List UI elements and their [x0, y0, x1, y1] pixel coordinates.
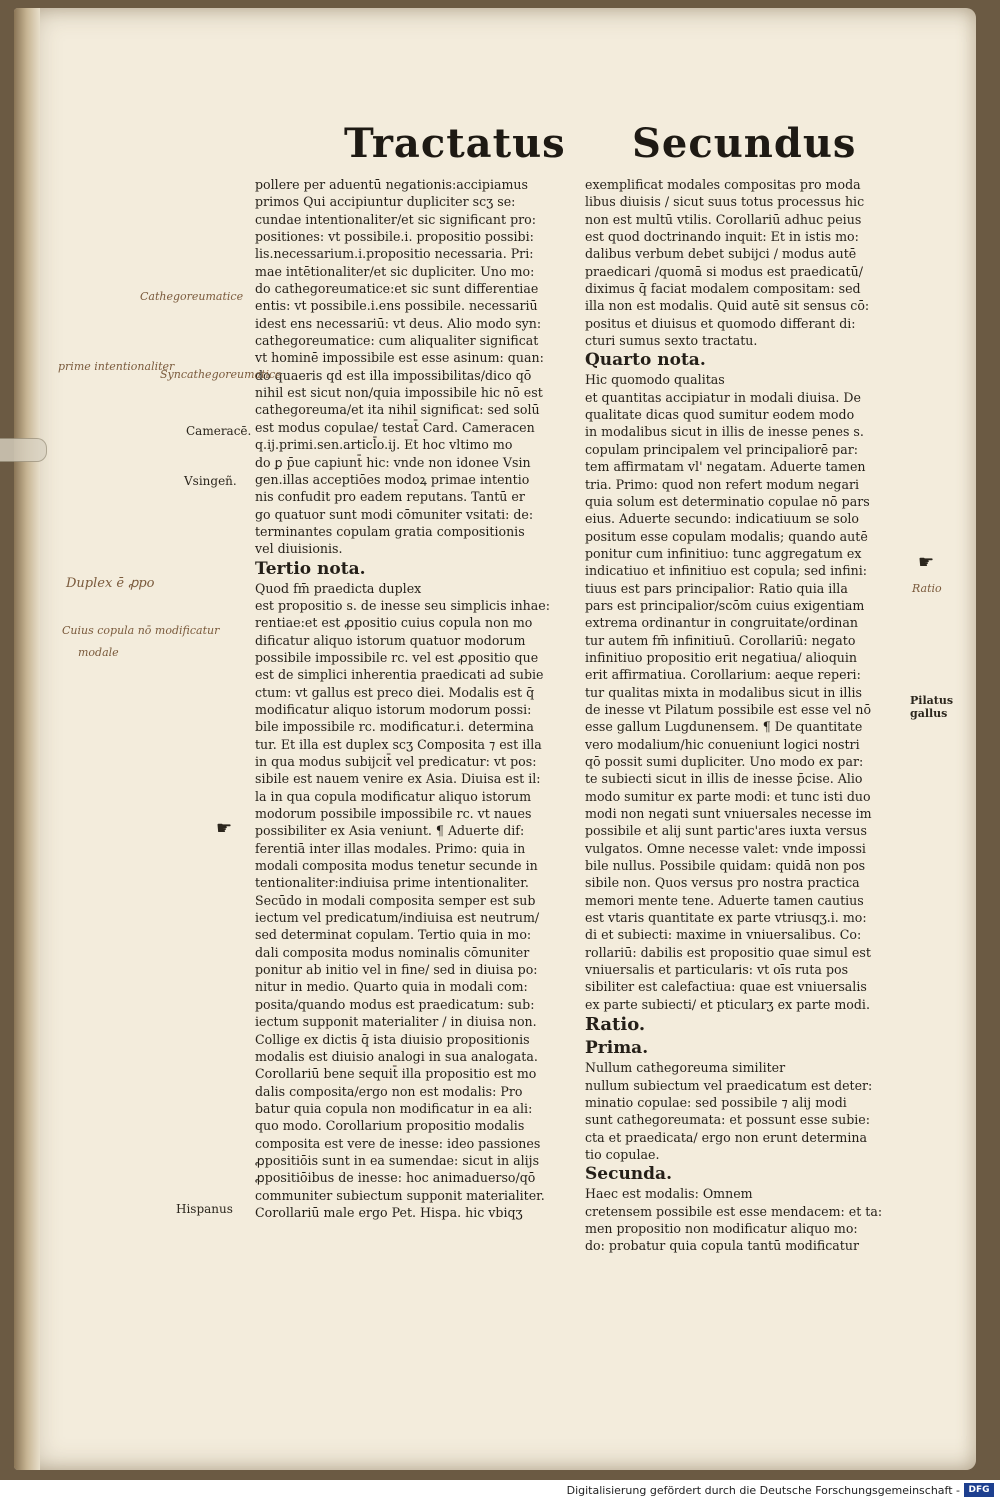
text-line: di et subiecti: maxime in vniuersalibus. Co: [585, 927, 862, 943]
text-line: Haec est modalis: Omnem [585, 1186, 753, 1202]
text-line: bile nullus. Possibile quidam: quidā non pos [585, 858, 866, 874]
text-line: modorum possibile impossibile rc. vt naues [255, 806, 532, 822]
text-line: qualitate dicas quod sumitur eodem modo [585, 407, 855, 423]
text-line: gen.illas acceptiōes modoꝝ primae intentio [255, 471, 530, 487]
text-line: extrema ordinantur in congruitate/ordinan [585, 615, 859, 631]
text-line: tentionaliter:indiuisa prime intentionaliter. [255, 875, 529, 891]
text-line: diximus q̄ faciat modalem compositam: sed [585, 281, 861, 297]
text-line: q.ij.primi.sen.articl̄o.ij. Et hoc vltimo mo [255, 437, 513, 453]
text-line: possibile et alij sunt partic'ares iuxta versus [585, 823, 867, 839]
margin-note-pilatus: Pilatus gallus [910, 694, 954, 720]
text-line: do ꝑ p̄ue capiunt̄ hic: vnde non idonee Vsin [255, 454, 531, 470]
text-line: in modalibus sicut in illis de inesse penes s. [585, 424, 864, 440]
text-line: ponitur ab initio vel in fine/ sed in diuisa po: [255, 962, 538, 978]
text-line: iectum supponit materialiter / in diuisa non. [255, 1014, 537, 1030]
text-line: tria. Primo: quod non refert modum negari [585, 476, 860, 492]
text-line: dali composita modus nominalis cōmuniter [255, 944, 530, 960]
heading-tertio-text: Tertio nota. [255, 558, 366, 579]
text-line: ferentiā inter illas modales. Primo: quia in [255, 840, 526, 856]
text-line: vniuersalis et particularis: vt oīs ruta pos [585, 962, 849, 978]
pointing-hand-icon: ☛ [216, 818, 233, 839]
text-line: modi non negati sunt vniuersales necesse im [585, 806, 872, 822]
text-line: est de simplici inherentia praedicati ad subie [255, 667, 544, 683]
heading-ratio: Ratio. [585, 1014, 646, 1036]
text-line: est propositio s. de inesse seu simplicis inhae: [255, 597, 550, 613]
margin-note-cameracen: Cameracē. [186, 424, 252, 438]
text-line: dalibus verbum debet subijci / modus autē [585, 246, 857, 262]
text-line: vulgatos. Omne necesse valet: vnde impossi [585, 840, 866, 856]
text-line: in qua modus subijcit̄ vel predicatur: vt pos: [255, 754, 537, 769]
text-line: go quatuor sunt modi cōmuniter vsitati: de: [255, 506, 534, 522]
text-line: modo sumitur ex parte modi: et tunc isti duo [585, 788, 871, 804]
text-line: lis.necessarium.i.propositio necessaria. Pri: [255, 246, 534, 262]
heading-tertio-nota [255, 558, 565, 580]
text-line: dalis composita/ergo non est modalis: Pro [255, 1083, 523, 1099]
text-line: tur autem fm̄ infinitiuū. Corollariū: negato [585, 632, 856, 648]
text-line: Secūdo in modali composita semper est sub [255, 892, 536, 908]
pointing-hand-icon-right: ☛ [918, 552, 935, 573]
text-line: nitur in medio. Quarto quia in modali com: [255, 979, 528, 995]
text-line: do cathegoreumatice:et sic sunt differentiae [255, 281, 539, 297]
text-line: cta et praedicata/ ergo non erunt determina [585, 1129, 867, 1145]
text-line: do quaeris qd est illa impossibilitas/dico qō [255, 367, 532, 383]
heading-prima: Prima. [585, 1038, 649, 1059]
text-line: dificatur aliquo istorum quatuor modorum [255, 632, 526, 648]
text-line: cturi sumus sexto tractatu. [585, 333, 758, 349]
text-line: libus diuisis / sicut suus totus processus hic [585, 194, 865, 210]
handwritten-note-1: Cathegoreumatice [140, 290, 244, 303]
text-line: de inesse vt Pilatum possibile est esse vel nō [585, 701, 872, 717]
text-line: rentiae:et est ꝓpositio cuius copula non mo [255, 615, 533, 631]
text-line: sed determinat copulam. Tertio quia in mo: [255, 927, 532, 943]
text-line: entis: vt possibile.i.ens possibile. necessariū [255, 298, 538, 314]
right-para-1 [585, 176, 895, 349]
heading-secunda: Secunda. [585, 1164, 672, 1185]
margin-note-vsingen: Vsingeñ. [184, 474, 237, 488]
text-line: Hic quomodo qualitas [585, 372, 725, 388]
text-line: positus et diuisus et quomodo differant di: [585, 315, 856, 331]
text-line: nihil est sicut non/quia impossibile hic nō est [255, 385, 543, 401]
text-line: men propositio non modificatur aliquo mo: [585, 1220, 858, 1236]
text-line: exemplificat modales compositas pro moda [585, 177, 861, 192]
text-line: iectum vel predicatum/indiuisa est neutrum/ [255, 910, 540, 926]
text-line: posita/quando modus est praedicatum: sub: [255, 996, 535, 1012]
text-line: bile impossibile rc. modificatur.i. determina [255, 719, 534, 735]
text-line: possibiliter ex Asia veniunt. ¶ Aduerte dif: [255, 823, 525, 839]
handwritten-note-4: Duplex ē ꝓpo [66, 576, 155, 591]
book-gutter [14, 8, 40, 1470]
text-line: batur quia copula non modificatur in ea ali: [255, 1100, 533, 1116]
text-line: quia solum est determinatio copulae nō pars [585, 493, 870, 509]
text-line: rollariū: dabilis est propositio quae simul est [585, 944, 871, 960]
heading-quarto-nota: Quarto nota. [585, 350, 706, 371]
text-line: sibile non. Quos versus pro nostra practica [585, 875, 860, 891]
text-line: pars est principalior/scōm cuius exigentiam [585, 597, 865, 613]
text-line: modificatur aliquo istorum modorum possi: [255, 701, 532, 717]
right-para-4 [585, 1185, 895, 1254]
text-line: esse gallum Lugdunensem. ¶ De quantitate [585, 719, 863, 735]
text-line: modalis est diuisio analogi in sua analogata. [255, 1048, 538, 1064]
text-line: la in qua copula modificatur aliquo istorum [255, 788, 532, 804]
text-line: Corollariū male ergo Pet. Hispa. hic vbiqʒ [255, 1204, 523, 1220]
text-line: vel diuisionis. [255, 541, 343, 557]
text-line: praedicari /quomā si modus est praedicatū/ [585, 263, 863, 279]
text-line: communiter subiectum supponit materialiter. [255, 1187, 545, 1203]
text-line: primos Qui accipiuntur dupliciter scʒ se: [255, 194, 516, 210]
text-line: sibile est nauem venire ex Asia. Diuisa est il: [255, 771, 541, 787]
text-line: composita est vere de inesse: ideo passiones [255, 1135, 541, 1151]
text-line: Nullum cathegoreuma similiter [585, 1060, 786, 1076]
text-line: illa non est modalis. Quid autē sit sensus cō: [585, 298, 870, 314]
text-line: pollere per aduentū negationis:accipiamus [255, 177, 528, 192]
text-line: erit affirmatiua. Corollarium: aeque reperi: [585, 667, 861, 683]
text-line: eius. Aduerte secundo: indicatiuum se solo [585, 511, 860, 527]
text-line: ex parte subiecti/ et pticularʒ ex parte modi. [585, 996, 870, 1012]
text-line: Collige ex dictis q̄ ista diuisio propositionis [255, 1031, 530, 1047]
text-line: tio copulae. [585, 1146, 660, 1162]
text-line: et quantitas accipiatur in modali diuisa. De [585, 389, 861, 405]
right-para-3 [585, 1059, 895, 1163]
text-line: tur qualitas mixta in modalibus sicut in illis [585, 684, 862, 700]
text-line: modali composita modus tenetur secunde in [255, 858, 538, 874]
text-line: infinitiuo propositio erit negatiua/ alioquin [585, 649, 858, 665]
text-line: cretensem possibile est esse mendacem: et ta: [585, 1203, 883, 1219]
text-line: possibile impossibile rc. vel est ꝓpositio que [255, 649, 539, 665]
margin-note-hispanus: Hispanus [176, 1202, 233, 1216]
bookmark-tab [0, 438, 47, 462]
text-line: qō possit sumi dupliciter. Uno modo ex par: [585, 754, 864, 769]
text-line: cundae intentionaliter/et sic significant pro: [255, 211, 536, 227]
text-line: vt hominē impossibile est esse asinum: quan: [255, 350, 544, 366]
text-line: tem affirmatam vl' negatam. Aduerte tamen [585, 459, 866, 475]
text-line: memori mente tene. Aduerte tamen cautius [585, 892, 864, 908]
text-line: nullum subiectum vel praedicatum est deter: [585, 1077, 873, 1093]
margin-note-ratio: Ratio [912, 582, 942, 595]
text-line: ꝓpositiōibus de inesse: hoc animaduerso/qō [255, 1170, 536, 1186]
text-line: ꝓpositiōis sunt in ea sumendae: sicut in alijs [255, 1152, 540, 1168]
handwritten-note-6: modale [78, 646, 119, 659]
left-para-1 [255, 176, 565, 558]
text-line: te subiecti sicut in illis de inesse p̄cise. Alio [585, 771, 863, 787]
text-line: quo modo. Corollarium propositio modalis [255, 1118, 525, 1134]
text-line: Quod fm̄ praedicta duplex [255, 580, 422, 596]
footer-credit: Digitalisierung gefördert durch die Deutsche Forschungsgemeinschaft - [566, 1484, 960, 1497]
text-line: mae intētionaliter/et sic dupliciter. Uno mo: [255, 263, 535, 279]
handwritten-note-3: prime intentionaliter [58, 360, 175, 373]
text-line: do: probatur quia copula tantū modificatur [585, 1238, 860, 1254]
text-line: ctum: vt gallus est preco diei. Modalis est q̄ [255, 684, 535, 700]
text-line: sunt cathegoreumata: et possunt esse subie: [585, 1112, 870, 1128]
text-line: minatio copulae: sed possibile ⁊ alij modi [585, 1094, 847, 1110]
text-line: tur. Et illa est duplex scʒ Composita ⁊ est illa [255, 736, 542, 752]
handwritten-note-2: Syncathegoreumatice [160, 368, 282, 381]
running-head-right: Secundus [632, 120, 857, 167]
text-line: vero modalium/hic conueniunt logici nostri [585, 736, 860, 752]
text-line: positum esse copulam modalis; quando autē [585, 528, 868, 544]
text-line: indicatiuo et infinitiuo est copula; sed infini: [585, 563, 868, 579]
text-line: non est multū vtilis. Corollariū adhuc peius [585, 211, 862, 227]
text-line: terminantes copulam gratia compositionis [255, 523, 525, 539]
text-line: tiuus est pars principalior: Ratio quia illa [585, 580, 848, 596]
handwritten-note-5: Cuius copula nō modificatur [62, 624, 220, 637]
left-column [255, 176, 565, 1221]
left-para-2 [255, 580, 565, 1222]
text-line: est modus copulae/ testat̄ Card. Cameracen [255, 419, 535, 435]
text-line: est vtaris quantitate ex parte vtriusqʒ.i. mo: [585, 910, 867, 926]
text-line: copulam principalem vel principaliorē par: [585, 441, 859, 457]
text-line: idest ens necessariū: vt deus. Alio modo syn: [255, 315, 542, 331]
text-line: positiones: vt possibile.i. propositio possibi: [255, 229, 534, 245]
running-head-left: Tractatus [344, 120, 566, 167]
text-line: cathegoreuma/et ita nihil significat: sed solū [255, 402, 540, 418]
text-line: nis confudit pro eadem reputans. Tantū er [255, 489, 525, 505]
right-para-2 [585, 371, 895, 1013]
dfg-logo: DFG [964, 1483, 994, 1497]
text-line: sibiliter est calefactiua: quae est vniuersalis [585, 979, 867, 995]
text-line: ponitur cum infinitiuo: tunc aggregatum ex [585, 545, 862, 561]
right-column [585, 176, 895, 1255]
text-line: est quod doctrinando inquit: Et in istis mo: [585, 229, 859, 245]
text-line: Corollariū bene sequit̄ illa propositio est mo [255, 1066, 537, 1082]
text-line: cathegoreumatice: cum aliqualiter significat [255, 333, 539, 349]
